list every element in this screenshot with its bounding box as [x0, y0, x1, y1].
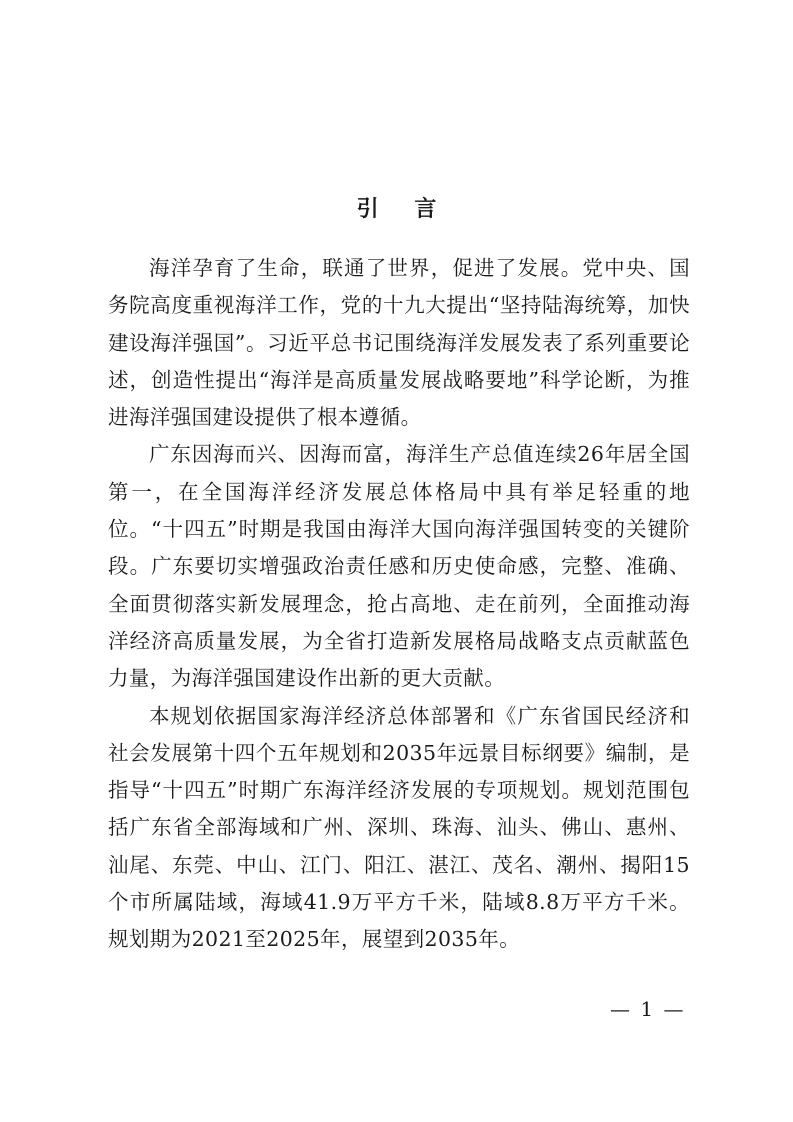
- body-text: [108, 250, 690, 959]
- paragraph-3: 本规划依据国家海洋经济总体部署和《广东省国民经济和社会发展第十四个五年规划和2035年远景目标纲要》编制，是指导“十四五”时期广东海洋经济发展的专项规划。规划范围包括广东省全部海域和广州、深圳、珠海、汕头、佛山、惠州、汕尾、东莞、中山、江门、阳江、湛江、茂名、潮州、揭阳15个市所属陆域，海域41.9万平方千米，陆域8.8万平方千米。规划期为2021至2025年，展望到2035年。: [108, 703, 690, 952]
- paragraph-2: 广东因海而兴、因海而富，海洋生产总值连续26年居全国第一，在全国海洋经济发展总体格局中具有举足轻重的地位。“十四五”时期是我国由海洋大国向海洋强国转变的关键阶段。广东要切实增强政治责任感和历史使命感，完整、准确、全面贯彻落实新发展理念，抢占高地、走在前列，全面推动海洋经济高质量发展，为全省打造新发展格局战略支点贡献蓝色力量，为海洋强国建设作出新的更大贡献。: [108, 442, 690, 691]
- page-title: 引 言: [356, 197, 451, 222]
- page-number: — 1 —: [610, 997, 686, 1021]
- paragraph-1: 海洋孕育了生命，联通了世界，促进了发展。党中央、国务院高度重视海洋工作，党的十九大提出“坚持陆海统筹，加快建设海洋强国”。习近平总书记围绕海洋发展发表了系列重要论述，创造性提出“海洋是高质量发展战略要地”科学论断，为推进海洋强国建设提供了根本遵循。: [108, 256, 690, 430]
